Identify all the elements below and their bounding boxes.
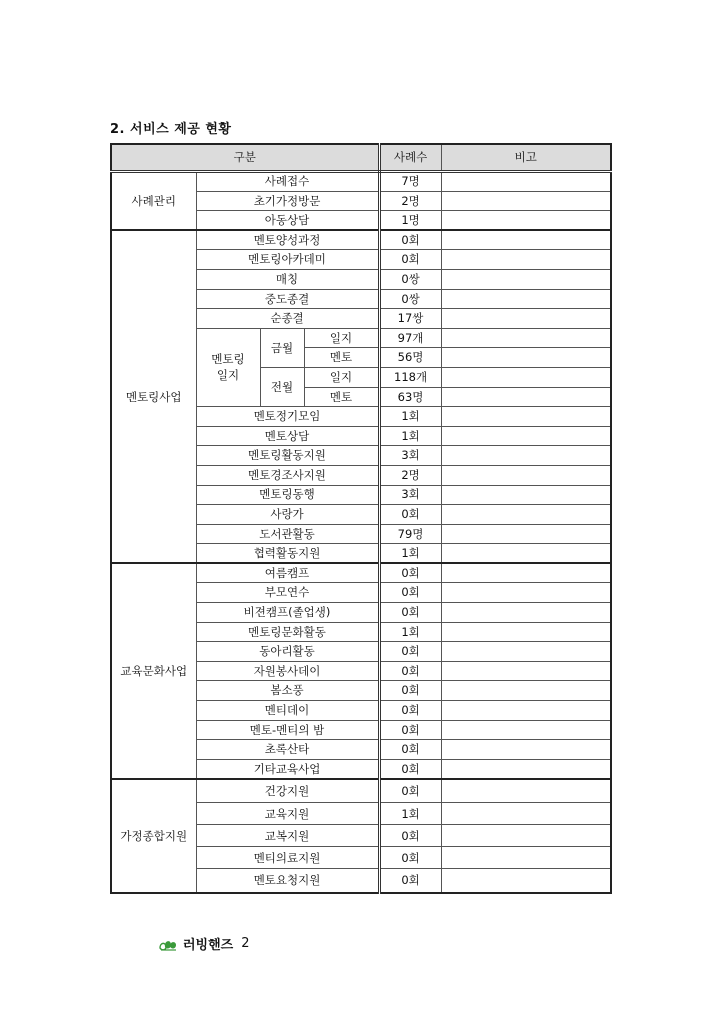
item-count: 1회 xyxy=(379,803,441,825)
item-label: 중도종결 xyxy=(196,289,379,309)
item-label: 순종결 xyxy=(196,309,379,329)
item-label: 부모연수 xyxy=(196,583,379,603)
item-note xyxy=(441,446,611,466)
clover-logo-icon xyxy=(158,936,180,952)
item-note xyxy=(441,465,611,485)
item-note xyxy=(441,869,611,893)
item-note xyxy=(441,701,611,721)
item-count: 0회 xyxy=(379,563,441,583)
item-count: 0회 xyxy=(379,505,441,525)
item-note xyxy=(441,759,611,779)
item-label: 자원봉사데이 xyxy=(196,661,379,681)
item-count: 7명 xyxy=(379,172,441,192)
item-count: 2명 xyxy=(379,191,441,211)
item-note xyxy=(441,563,611,583)
item-label: 멘토링활동지원 xyxy=(196,446,379,466)
item-note xyxy=(441,603,611,623)
item-label: 멘토상담 xyxy=(196,426,379,446)
item-note xyxy=(441,505,611,525)
journal-label xyxy=(196,328,260,406)
item-count: 1회 xyxy=(379,622,441,642)
item-count: 63명 xyxy=(379,387,441,407)
item-label: 멘티데이 xyxy=(196,701,379,721)
item-label: 봄소풍 xyxy=(196,681,379,701)
item-count: 0회 xyxy=(379,847,441,869)
item-label: 멘토경조사지원 xyxy=(196,465,379,485)
item-note xyxy=(441,642,611,662)
journal-item: 일지 xyxy=(304,328,379,348)
item-label: 멘토요청지원 xyxy=(196,869,379,893)
item-note xyxy=(441,367,611,387)
item-count: 0회 xyxy=(379,701,441,721)
group-label: 교육문화사업 xyxy=(111,563,196,779)
item-count: 56명 xyxy=(379,348,441,368)
item-note xyxy=(441,211,611,231)
item-count: 17쌍 xyxy=(379,309,441,329)
header-note: 비고 xyxy=(441,144,611,172)
journal-label-line1: 멘토링 xyxy=(211,352,245,367)
table-row xyxy=(111,563,611,583)
item-label: 사례접수 xyxy=(196,172,379,192)
item-count: 97개 xyxy=(379,328,441,348)
item-note xyxy=(441,825,611,847)
item-note xyxy=(441,720,611,740)
item-label: 기타교육사업 xyxy=(196,759,379,779)
item-count: 0쌍 xyxy=(379,269,441,289)
item-count: 0회 xyxy=(379,603,441,623)
item-note xyxy=(441,387,611,407)
item-count: 1회 xyxy=(379,426,441,446)
header-category: 구분 xyxy=(111,144,379,172)
item-label: 동아리활동 xyxy=(196,642,379,662)
journal-item: 멘토 xyxy=(304,348,379,368)
service-status-table xyxy=(110,143,612,894)
item-note xyxy=(441,289,611,309)
item-note xyxy=(441,230,611,250)
item-count: 1회 xyxy=(379,407,441,427)
item-count: 0회 xyxy=(379,230,441,250)
item-note xyxy=(441,661,611,681)
item-label: 비젼캠프(졸업생) xyxy=(196,603,379,623)
item-label: 멘토링동행 xyxy=(196,485,379,505)
item-label: 건강지원 xyxy=(196,779,379,803)
item-label: 사랑가 xyxy=(196,505,379,525)
item-label: 협력활동지원 xyxy=(196,544,379,564)
item-note xyxy=(441,524,611,544)
item-note xyxy=(441,847,611,869)
item-count: 0쌍 xyxy=(379,289,441,309)
item-count: 1명 xyxy=(379,211,441,231)
item-note xyxy=(441,269,611,289)
item-label: 도서관활동 xyxy=(196,524,379,544)
item-count: 118개 xyxy=(379,367,441,387)
item-label: 멘티의료지원 xyxy=(196,847,379,869)
footer xyxy=(158,934,250,953)
item-label: 교복지원 xyxy=(196,825,379,847)
item-note xyxy=(441,309,611,329)
item-label: 멘토정기모임 xyxy=(196,407,379,427)
item-count: 3회 xyxy=(379,446,441,466)
item-count: 0회 xyxy=(379,583,441,603)
item-note xyxy=(441,681,611,701)
item-count: 0회 xyxy=(379,825,441,847)
item-count: 2명 xyxy=(379,465,441,485)
item-note xyxy=(441,328,611,348)
item-note xyxy=(441,191,611,211)
page-number: 2 xyxy=(241,936,250,951)
item-label: 멘토-멘티의 밤 xyxy=(196,720,379,740)
item-note xyxy=(441,583,611,603)
item-count: 3회 xyxy=(379,485,441,505)
period-label: 금월 xyxy=(260,328,304,367)
item-count: 0회 xyxy=(379,642,441,662)
group-label: 가정종합지원 xyxy=(111,779,196,893)
journal-label-line2: 일지 xyxy=(216,367,240,382)
item-note xyxy=(441,779,611,803)
item-note xyxy=(441,407,611,427)
table-header-row xyxy=(111,144,611,172)
item-note xyxy=(441,348,611,368)
logo-text: 러빙핸즈 xyxy=(183,938,234,953)
item-count: 1회 xyxy=(379,544,441,564)
item-label: 아동상담 xyxy=(196,211,379,231)
group-label: 사례관리 xyxy=(111,172,196,231)
item-count: 0회 xyxy=(379,779,441,803)
item-label: 멘토링아카데미 xyxy=(196,250,379,270)
item-note xyxy=(441,250,611,270)
item-label: 멘토양성과정 xyxy=(196,230,379,250)
item-label: 교육지원 xyxy=(196,803,379,825)
item-count: 0회 xyxy=(379,720,441,740)
period-label: 전월 xyxy=(260,367,304,406)
item-count: 0회 xyxy=(379,759,441,779)
item-label: 초기가정방문 xyxy=(196,191,379,211)
item-note xyxy=(441,485,611,505)
item-label: 초록산타 xyxy=(196,740,379,760)
section-title: 2. 서비스 제공 현황 xyxy=(110,122,232,137)
item-label: 멘토링문화활동 xyxy=(196,622,379,642)
item-note xyxy=(441,426,611,446)
header-count: 사례수 xyxy=(379,144,441,172)
journal-item: 일지 xyxy=(304,367,379,387)
group-label: 멘토링사업 xyxy=(111,230,196,563)
table-body xyxy=(111,172,611,893)
item-note xyxy=(441,803,611,825)
item-count: 0회 xyxy=(379,869,441,893)
item-count: 0회 xyxy=(379,740,441,760)
item-label: 매칭 xyxy=(196,269,379,289)
item-note xyxy=(441,622,611,642)
item-note xyxy=(441,740,611,760)
table-row xyxy=(111,172,611,192)
item-count: 0회 xyxy=(379,661,441,681)
item-note xyxy=(441,172,611,192)
table-row xyxy=(111,230,611,250)
item-count: 0회 xyxy=(379,250,441,270)
journal-item: 멘토 xyxy=(304,387,379,407)
item-note xyxy=(441,544,611,564)
item-count: 79명 xyxy=(379,524,441,544)
item-label: 여름캠프 xyxy=(196,563,379,583)
table-row xyxy=(111,779,611,803)
item-count: 0회 xyxy=(379,681,441,701)
